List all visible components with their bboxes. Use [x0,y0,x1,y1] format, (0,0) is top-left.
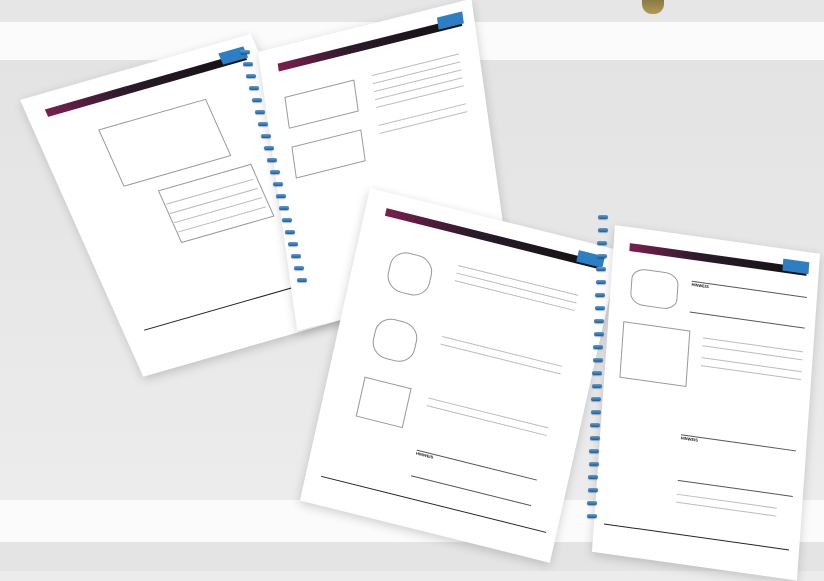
text-line [677,494,777,509]
front-right-page [592,225,820,581]
figure-sketch [370,315,421,365]
brand-logo-tab [437,11,464,29]
note-title: HINWEIS [691,281,709,290]
text-line [456,273,576,304]
figure-curve [291,129,365,178]
figure-diagram [619,321,690,387]
note-title: HINWEIS [680,435,699,443]
text-line [676,502,776,517]
note-box [678,434,796,497]
text-line [458,265,578,296]
text-line [440,344,560,375]
text-line [702,345,802,360]
text-line [427,405,547,436]
brand-logo-tab [782,259,809,275]
figure-sketch [384,249,435,299]
note-box [411,450,537,506]
text-line [428,398,548,429]
note-box [690,281,807,329]
text-line [703,337,803,352]
front-spiral-binding [590,215,620,535]
figure-drawing [98,99,231,187]
figure-sketch [630,267,680,310]
figure-sketch [356,377,412,428]
text-line [442,336,562,367]
text-line [702,357,802,372]
text-line [701,365,801,380]
note-title: HINWEIS [415,450,434,460]
footer-rule [604,523,789,550]
text-line [455,280,575,311]
back-spiral-binding [240,50,300,300]
